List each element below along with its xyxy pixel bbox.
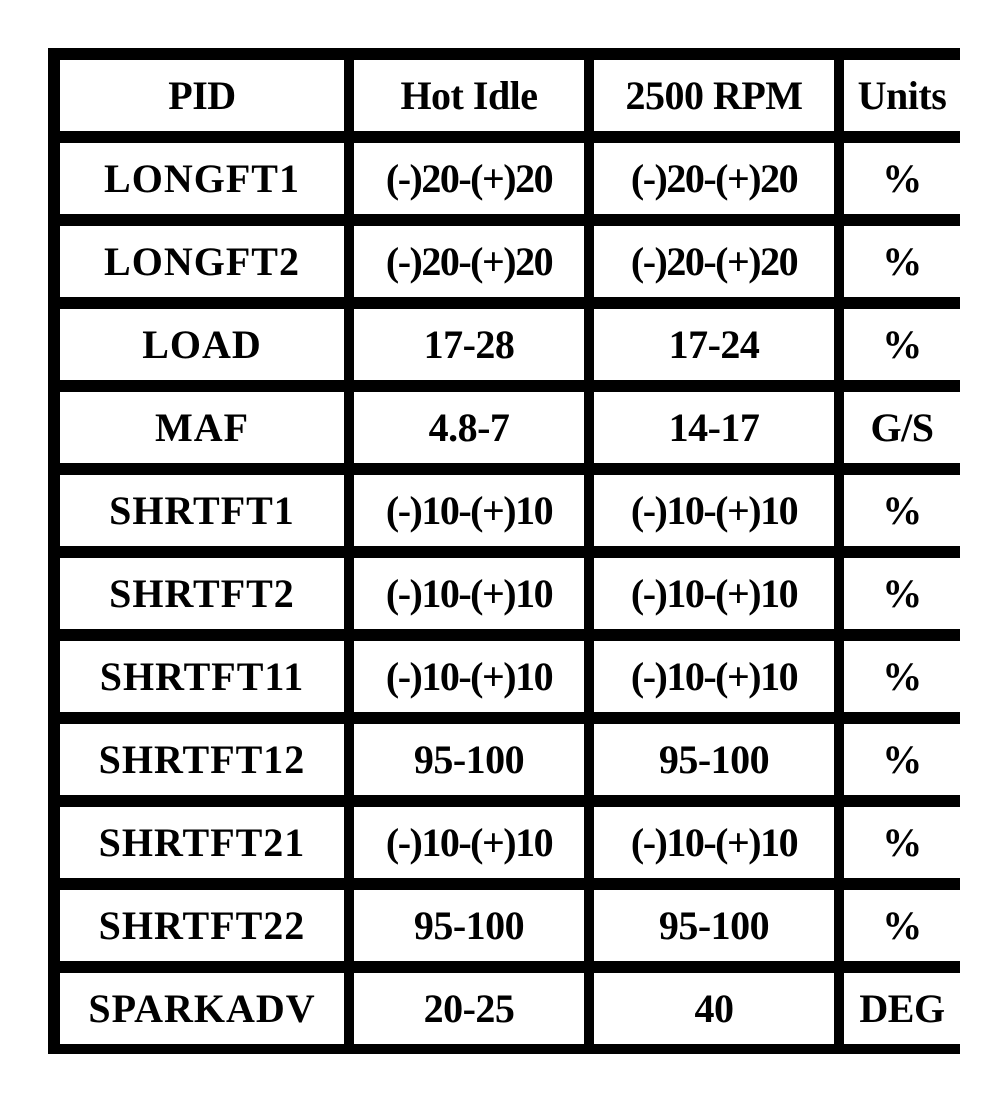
table-row-hot-idle: (-)10-(+)10 — [354, 475, 584, 546]
table-row-units: % — [844, 143, 960, 214]
header-2500-rpm: 2500 RPM — [594, 60, 834, 131]
table-row-hot-idle: (-)20-(+)20 — [354, 226, 584, 297]
table-row-2500-rpm: (-)10-(+)10 — [594, 641, 834, 712]
table-row-2500-rpm: 95-100 — [594, 890, 834, 961]
table-row-units: % — [844, 890, 960, 961]
table-row-units: % — [844, 724, 960, 795]
table-row-2500-rpm: (-)20-(+)20 — [594, 226, 834, 297]
table-row-hot-idle: (-)10-(+)10 — [354, 641, 584, 712]
table-row-pid: SHRTFT21 — [60, 807, 344, 878]
table-row-hot-idle: 20-25 — [354, 973, 584, 1044]
table-row-hot-idle: 17-28 — [354, 309, 584, 380]
table-row-pid: MAF — [60, 392, 344, 463]
table-row-pid: SHRTFT22 — [60, 890, 344, 961]
table-row-pid: SPARKADV — [60, 973, 344, 1044]
table-row-pid: LOAD — [60, 309, 344, 380]
table-row-2500-rpm: (-)10-(+)10 — [594, 558, 834, 629]
table-row-units: % — [844, 309, 960, 380]
table-row-pid: SHRTFT11 — [60, 641, 344, 712]
table-row-hot-idle: (-)10-(+)10 — [354, 558, 584, 629]
table-row-pid: SHRTFT2 — [60, 558, 344, 629]
table-row-2500-rpm: 17-24 — [594, 309, 834, 380]
table-row-pid: LONGFT2 — [60, 226, 344, 297]
table-row-hot-idle: (-)10-(+)10 — [354, 807, 584, 878]
table-row-2500-rpm: 95-100 — [594, 724, 834, 795]
header-pid: PID — [60, 60, 344, 131]
table-row-units: G/S — [844, 392, 960, 463]
header-hot-idle: Hot Idle — [354, 60, 584, 131]
table-row-units: % — [844, 226, 960, 297]
table-row-hot-idle: 95-100 — [354, 724, 584, 795]
table-row-2500-rpm: 40 — [594, 973, 834, 1044]
table-row-pid: SHRTFT12 — [60, 724, 344, 795]
pid-spec-table — [48, 48, 960, 1054]
table-row-units: DEG — [844, 973, 960, 1044]
table-row-hot-idle: (-)20-(+)20 — [354, 143, 584, 214]
table-row-units: % — [844, 558, 960, 629]
table-row-2500-rpm: (-)10-(+)10 — [594, 807, 834, 878]
table-row-pid: SHRTFT1 — [60, 475, 344, 546]
table-row-pid: LONGFT1 — [60, 143, 344, 214]
table-row-2500-rpm: (-)20-(+)20 — [594, 143, 834, 214]
table-row-units: % — [844, 475, 960, 546]
table-row-hot-idle: 4.8-7 — [354, 392, 584, 463]
table-row-2500-rpm: 14-17 — [594, 392, 834, 463]
header-units: Units — [844, 60, 960, 131]
table-row-units: % — [844, 807, 960, 878]
table-row-hot-idle: 95-100 — [354, 890, 584, 961]
table-row-2500-rpm: (-)10-(+)10 — [594, 475, 834, 546]
table-row-units: % — [844, 641, 960, 712]
